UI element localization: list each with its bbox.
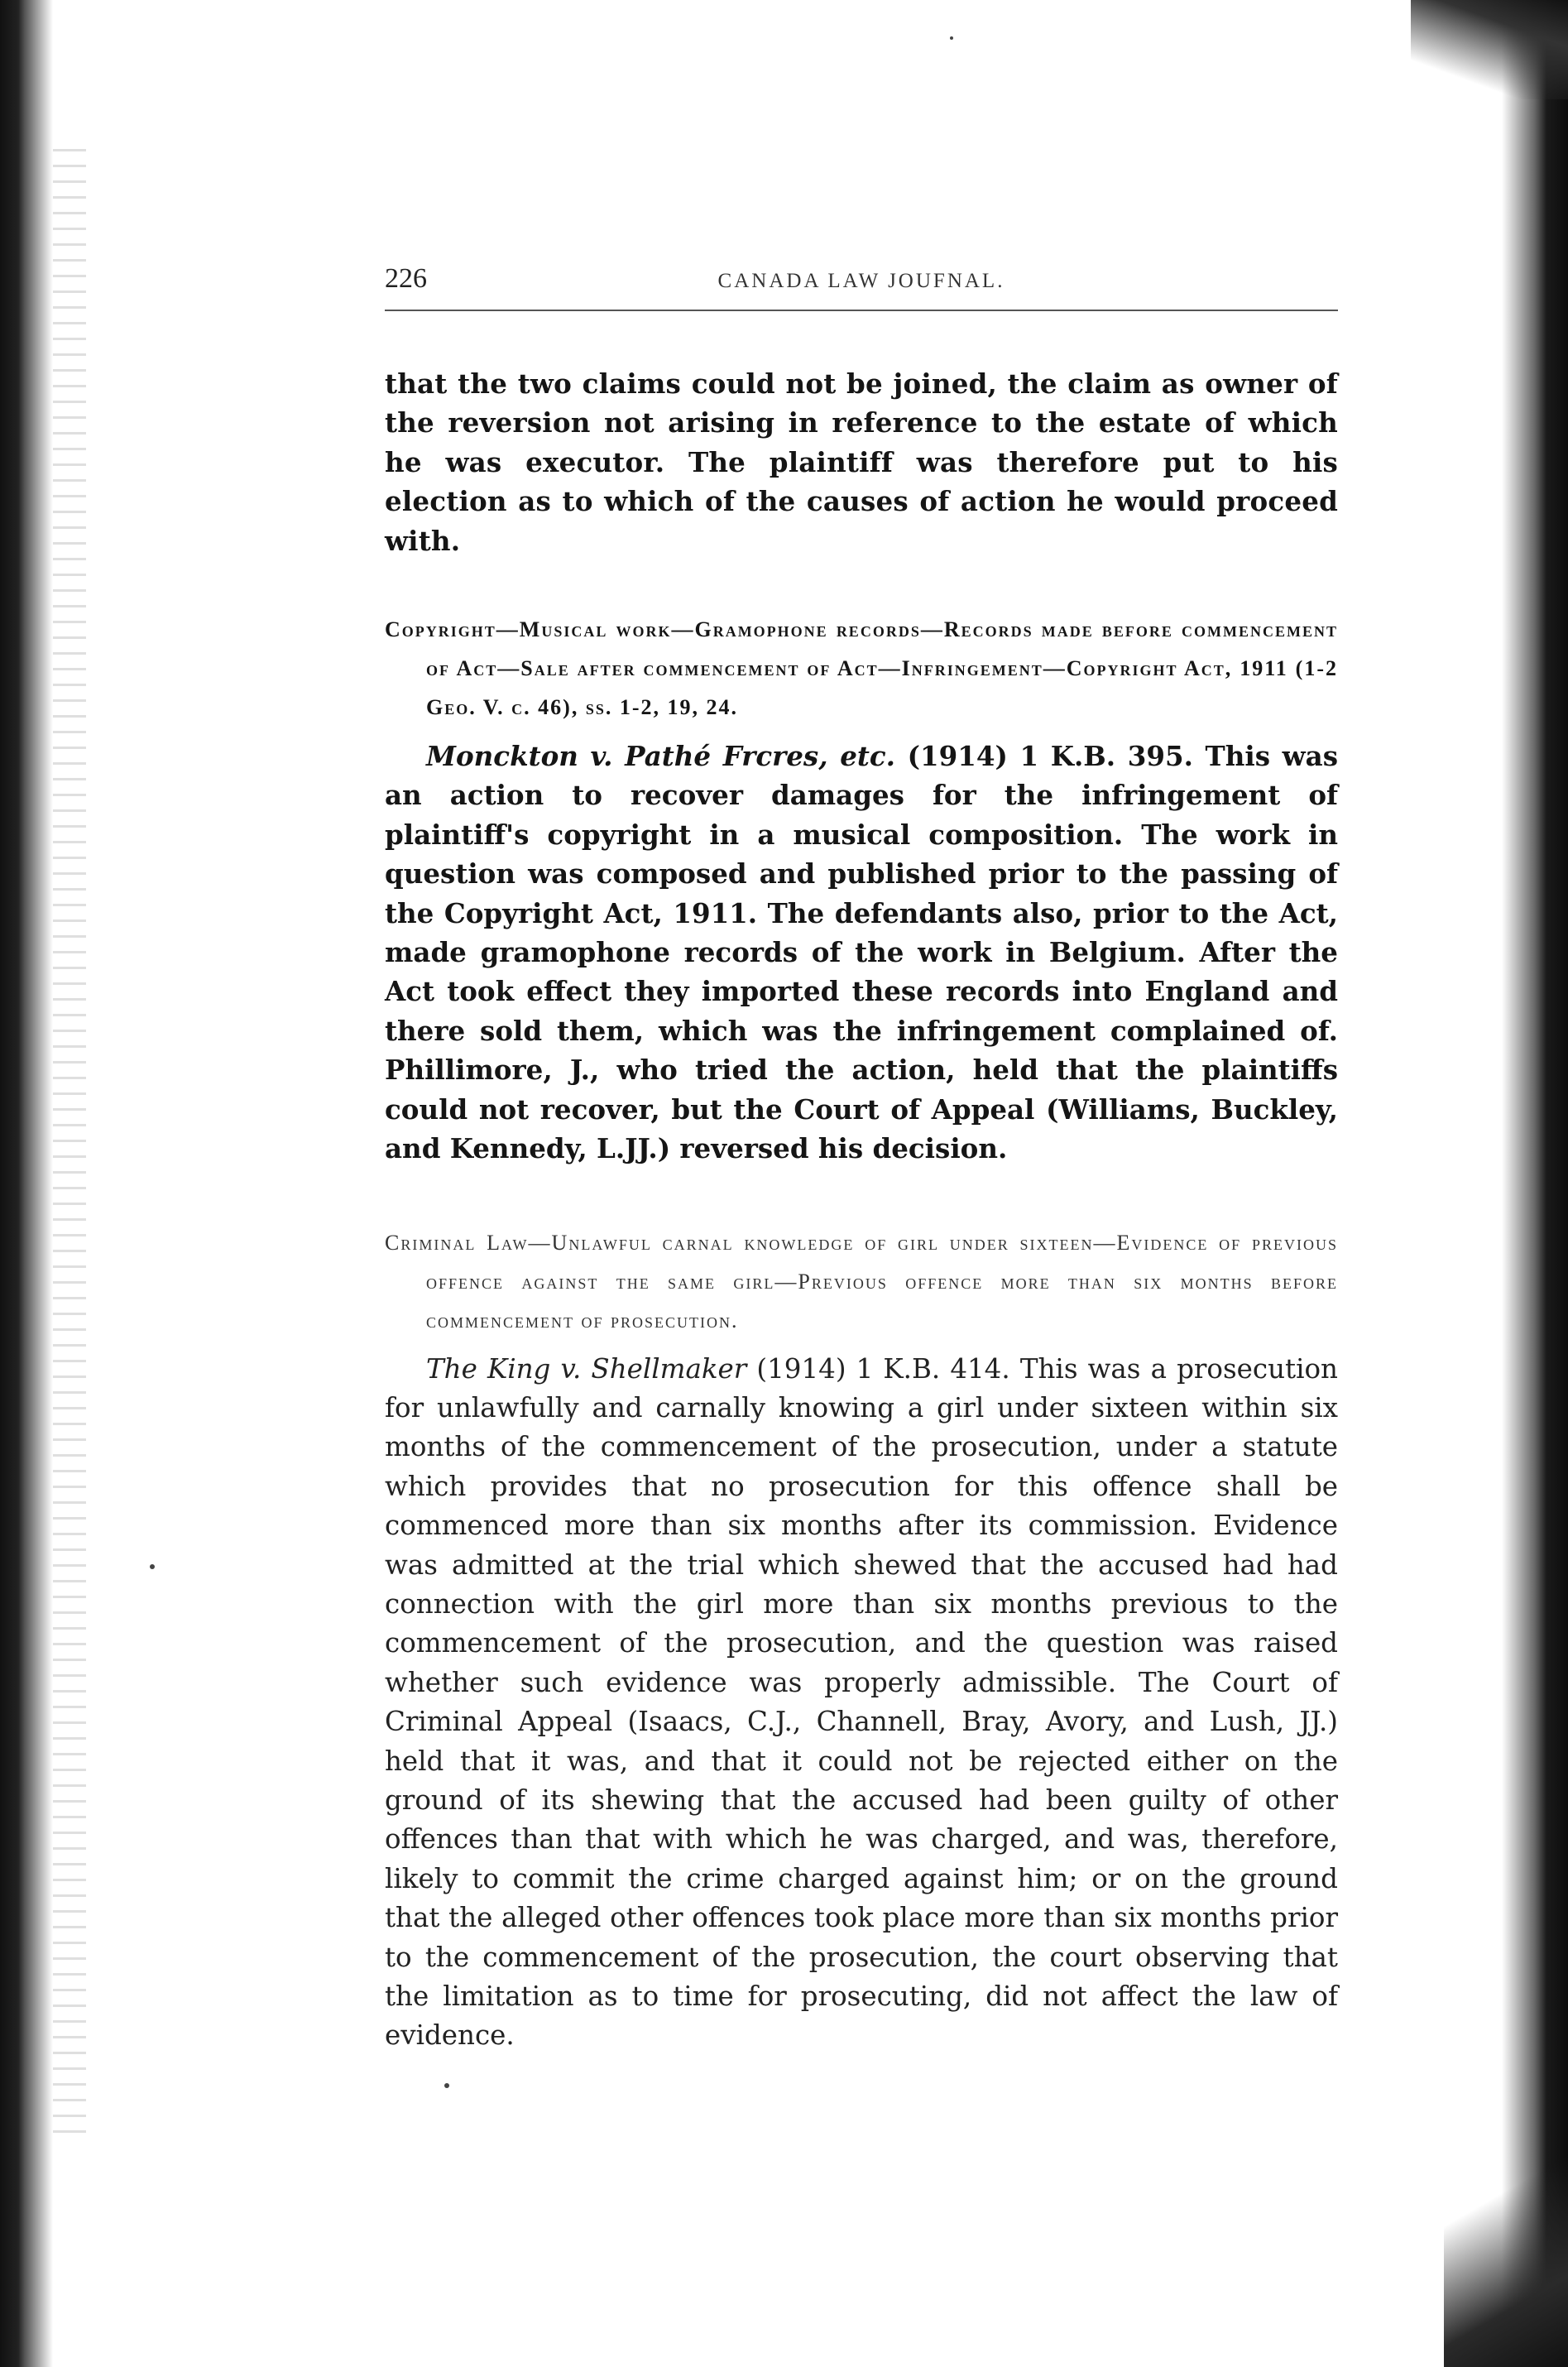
- stray-ink-mark: [950, 36, 953, 40]
- running-header: [385, 263, 1338, 311]
- journal-title: CANADA LAW JOUFNAL.: [717, 270, 1005, 292]
- stray-ink-mark: [444, 2083, 449, 2088]
- case-citation: (1914) 1 K.B. 414.: [746, 1352, 1010, 1385]
- scan-edge-left-noise: [53, 149, 86, 2135]
- document-page: [385, 263, 1338, 2056]
- case-paragraph-shellmaker: [385, 1350, 1338, 2056]
- case-body-text: This was an action to recover damages for the infringement of plaintiff's copyright in a musical composition. The work in question was composed and published prior to the passing of the Copyright Act, 1911. The defendants also, prior to the Act, made gramophone records of the work in Belgium. After the Act took effect they imported these records into England and there sold them, which was the infringement complained of. Phillimore, J., who tried the action, held that the plaintiffs could not recover, but the Court of Appeal (Williams, Buckley, and Kennedy, L.JJ.) reversed his decision.: [385, 740, 1338, 1165]
- scan-edge-left: [0, 0, 53, 2367]
- section-heading-copyright: Copyright—Musical work—Gramophone records—Records made before commencement of Act—Sale after commencement of Act—Infringement—Copyright Act, 1911 (1-2 Geo. V. c. 46), ss. 1-2, 19, 24.: [385, 617, 1338, 720]
- scan-corner-bottom-right: [1444, 2135, 1568, 2367]
- scan-edge-right: [1502, 0, 1568, 2367]
- page-number: 226: [385, 263, 427, 294]
- stray-ink-mark: [150, 1564, 155, 1569]
- section-heading-criminal-law: Criminal Law—Unlawful carnal knowledge of girl under sixteen—Evidence of previous offence against the same girl—Previous offence more than six months before commencement of prosecution.: [385, 1230, 1338, 1332]
- case-name: Monckton v. Pathé Frcres, etc.: [426, 740, 895, 773]
- case-citation: (1914) 1 K.B. 395.: [894, 740, 1193, 773]
- opening-paragraph: that the two claims could not be joined, the claim as owner of the reversion not arising in reference to the estate of which he was executor. The plaintiff was therefore put to his election as to which of the causes of action he would proceed with.: [385, 367, 1338, 557]
- case-paragraph-monckton: [385, 737, 1338, 1168]
- case-body-text: This was a prosecution for unlawfully and carnally knowing a girl under sixteen within six months of the commencement of the prosecution, under a statute which provides that no prosecution for this offence shall be commenced more than six months after its commission. Evidence was admitted at the trial which shewed that the accused had had connection with the girl more than six months previous to the commencement of the prosecution, and the question was raised whether such evidence was properly admissible. The Court of Criminal Appeal (Isaacs, C.J., Channell, Bray, Avory, and Lush, JJ.) held that it was, and that it could not be rejected either on the ground of its shewing that the accused had been guilty of other offences than that with which he was charged, and was, therefore, likely to commit the crime charged against him; or on the ground that the alleged other offences took place more than six months prior to the commencement of the prosecution, the court observing that the limitation as to time for prosecuting, did not affect the law of evidence.: [385, 1352, 1338, 2052]
- scan-corner-top-right: [1411, 0, 1568, 99]
- case-name: The King v. Shellmaker: [426, 1352, 747, 1385]
